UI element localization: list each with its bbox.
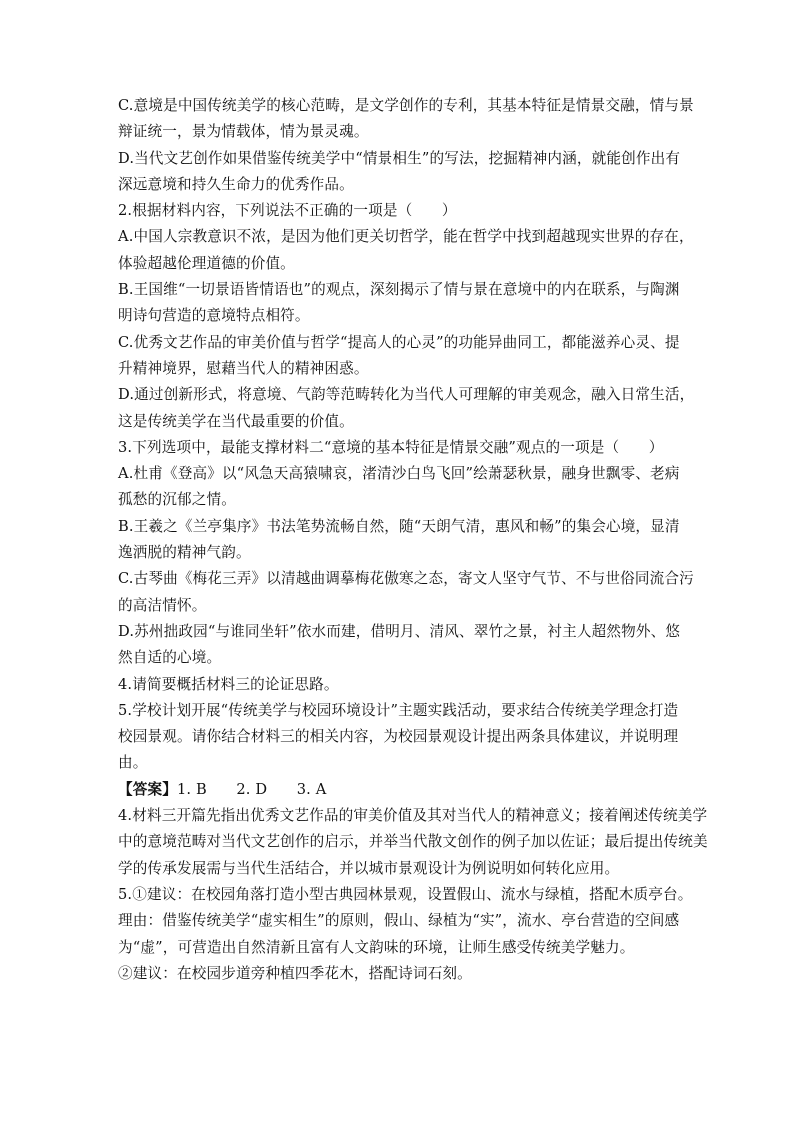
option-c-line-2: 辩证统一，景为情载体，情为景灵魂。: [118, 123, 369, 141]
question-4-stem: 4.请简要概括材料三的论证思路。: [118, 675, 339, 693]
answer-key-line: [118, 777, 678, 803]
answer-5-line-3: 为“虚”，可营造出自然清新且富有人文韵味的环境，让师生感受传统美学魅力。: [118, 938, 635, 956]
q2-option-b-line-1: B.王国维“一切景语皆情语也”的观点，深刻揭示了情与景在意境中的内在联系，与陶渊: [118, 281, 680, 299]
q2-option-d-line-1: D.通过创新形式，将意境、气韵等范畴转化为当代人可理解的审美观念，融入日常生活，: [118, 386, 695, 404]
option-d-line-2: 深远意境和持久生命力的优秀作品。: [118, 175, 354, 193]
question-5-line-1: 5.学校计划开展“传统美学与校园环境设计”主题实践活动，要求结合传统美学理念打造: [118, 701, 679, 719]
option-c-line-1: C.意境是中国传统美学的核心范畴，是文学创作的专利，其基本特征是情景交融，情与景: [118, 97, 694, 114]
q2-option-a-line-2: 体验超越伦理道德的价值。: [118, 254, 295, 272]
q2-option-c-line-1: C.优秀文艺作品的审美价值与哲学“提高人的心灵”的功能异曲同工，都能滋养心灵、提: [118, 333, 680, 351]
q3-option-a-line-2: 孤愁的沉郁之情。: [118, 491, 236, 509]
q2-option-a-line-1: A.中国人宗教意识不浓，是因为他们更关切哲学，能在哲学中找到超越现实世界的存在，: [118, 228, 694, 246]
q3-option-d-line-2: 然自适的心境。: [118, 649, 222, 667]
question-3-stem: 3.下列选项中，最能支撑材料二“意境的基本特征是情景交融”观点的一项是（ ）: [118, 438, 664, 456]
q3-option-c-line-2: 的高洁情怀。: [118, 596, 207, 614]
answer-4-line-2: 中的意境范畴对当代文艺创作的启示，并举当代散文创作的例子加以佐证；最后提出传统美: [118, 833, 708, 851]
q3-option-b-line-1: B.王羲之《兰亭集序》书法笔势流畅自然，随“天朗气清，惠风和畅”的集会心境，显清: [118, 517, 680, 535]
answer-choices: 1. B 2. D 3. A: [176, 780, 327, 798]
option-d-line-1: D.当代文艺创作如果借鉴传统美学中“情景相生”的写法，挖掘精神内涵，就能创作出有: [118, 149, 681, 167]
answer-4-line-1: 4.材料三开篇先指出优秀文艺作品的审美价值及其对当代人的精神意义；接着阐述传统美学: [118, 807, 708, 825]
answer-tag: 【答案】: [118, 780, 177, 798]
answer-4-line-3: 学的传承发展需与当代生活结合，并以城市景观设计为例说明如何转化应用。: [118, 859, 620, 877]
answer-5-line-1: 5.①建议：在校园角落打造小型古典园林景观，设置假山、流水与绿植，搭配木质亭台。: [118, 885, 693, 903]
q3-option-c-line-1: C.古琴曲《梅花三弄》以清越曲调摹梅花傲寒之态，寄文人坚守气节、不与世俗同流合污: [118, 570, 694, 588]
question-2-stem: 2.根据材料内容，下列说法不正确的一项是（ ）: [118, 202, 457, 220]
question-5-line-3: 由。: [118, 754, 148, 772]
q2-option-c-line-2: 升精神境界，慰藉当代人的精神困惑。: [118, 359, 369, 377]
q2-option-b-line-2: 明诗句营造的意境特点相符。: [118, 307, 310, 325]
answer-5-line-2: 理由：借鉴传统美学“虚实相生”的原则，假山、绿植为“实”，流水、亭台营造的空间感: [118, 912, 680, 930]
question-5-line-2: 校园景观。请你结合材料三的相关内容，为校园景观设计提出两条具体建议，并说明理: [118, 728, 679, 746]
q3-option-a-line-1: A.杜甫《登高》以“风急天高猿啸哀，渚清沙白鸟飞回”绘萧瑟秋景，融身世飘零、老病: [118, 465, 680, 483]
document-body: [118, 93, 708, 987]
q3-option-d-line-1: D.苏州拙政园“与谁同坐轩”依水而建，借明月、清风、翠竹之景，衬主人超然物外、悠: [118, 622, 681, 640]
answer-5-line-4: ②建议：在校园步道旁种植四季花木，搭配诗词石刻。: [118, 964, 472, 982]
q2-option-d-line-2: 这是传统美学在当代最重要的价值。: [118, 412, 354, 430]
q3-option-b-line-2: 逸洒脱的精神气韵。: [118, 544, 251, 562]
